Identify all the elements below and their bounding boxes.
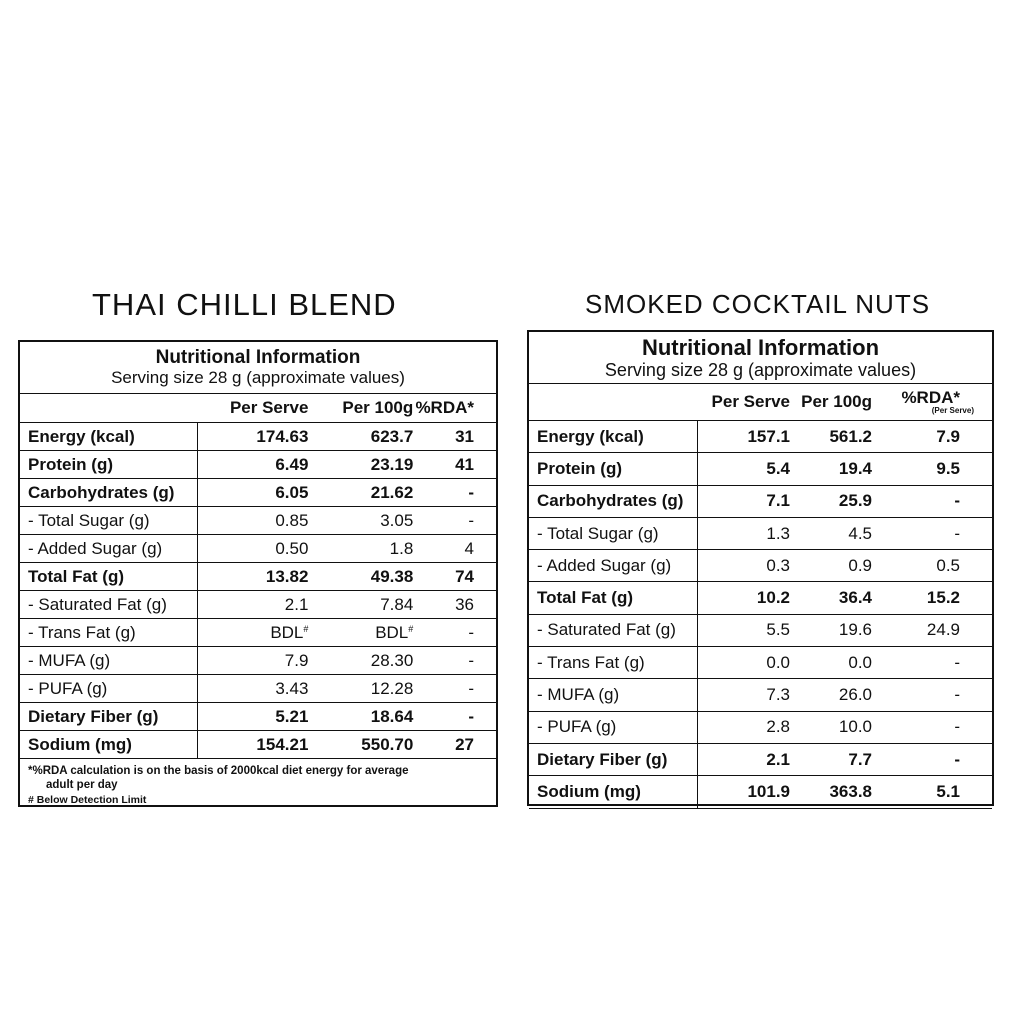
per-serve-value (197, 563, 308, 591)
per-100g-value-text: 12.28 (370, 678, 414, 698)
per-100g-value (308, 451, 413, 479)
rda-value (876, 550, 992, 582)
rda-value-text: - (468, 650, 474, 670)
panel-heading: Nutritional Information (155, 347, 361, 368)
table-row (529, 485, 992, 517)
column-header-rda: %RDA* (413, 394, 496, 423)
table-row (20, 423, 496, 451)
per-100g-value-text: 21.62 (370, 482, 414, 502)
rda-value-text: - (468, 622, 474, 642)
nutrient-label-text: Total Fat (g) (537, 588, 633, 608)
nutrient-label-text: Energy (kcal) (537, 426, 644, 446)
per-serve-value (697, 453, 794, 485)
rda-value (876, 453, 992, 485)
per-serve-value-text: 10.2 (756, 588, 790, 608)
rda-value (413, 451, 496, 479)
column-header-per-serve: Per Serve (697, 384, 794, 421)
column-header-per-100g: Per 100g (794, 384, 876, 421)
nutrient-label (20, 591, 197, 619)
nutrient-label (529, 647, 697, 679)
per-serve-value (197, 675, 308, 703)
rda-value (413, 479, 496, 507)
nutrient-label (20, 535, 197, 563)
rda-value-text: 27 (455, 734, 474, 754)
nutrient-label-text: - Added Sugar (g) (537, 555, 672, 575)
per-100g-value-text: 36.4 (838, 588, 872, 608)
rda-value (876, 647, 992, 679)
nutrient-label (20, 647, 197, 675)
footnote-rda-continued: adult per day (46, 779, 118, 791)
per-100g-value-text: 18.64 (370, 706, 414, 726)
rda-value (876, 421, 992, 453)
table-row (20, 535, 496, 563)
nutrient-label-text: - PUFA (g) (537, 717, 617, 737)
table-row (529, 614, 992, 646)
serving-size: Serving size 28 g (approximate values) (111, 368, 405, 387)
nutrient-label-text: Total Fat (g) (28, 566, 124, 586)
per-100g-value (794, 421, 876, 453)
per-serve-value (197, 479, 308, 507)
nutrient-label (20, 731, 197, 759)
rda-value-text: 74 (455, 566, 474, 586)
rda-value-text: 7.9 (936, 426, 960, 446)
nutrient-label-text: Energy (kcal) (28, 426, 135, 446)
nutrient-label (529, 453, 697, 485)
table-body (20, 423, 496, 759)
table-row (20, 675, 496, 703)
nutrition-table (20, 394, 496, 759)
nutrient-label-text: Sodium (mg) (537, 781, 641, 801)
rda-value (876, 743, 992, 775)
per-100g-value-text: 4.5 (848, 523, 872, 543)
nutrient-label-text: Carbohydrates (g) (28, 482, 175, 502)
rda-value (413, 507, 496, 535)
per-100g-value (794, 647, 876, 679)
rda-label: %RDA* (901, 387, 960, 407)
nutrient-label (529, 517, 697, 549)
per-100g-value-text: 10.0 (838, 717, 872, 737)
per-serve-value (197, 507, 308, 535)
nutrient-label-text: Sodium (mg) (28, 734, 132, 754)
per-serve-value (697, 743, 794, 775)
per-serve-value-text: 0.3 (766, 555, 790, 575)
table-row (20, 563, 496, 591)
per-serve-value-text: 1.3 (766, 523, 790, 543)
per-serve-value-text: 7.3 (766, 685, 790, 705)
rda-value (413, 535, 496, 563)
rda-value (413, 619, 496, 647)
table-row (529, 647, 992, 679)
column-header-nutrient (529, 384, 697, 421)
rda-value-text: 36 (455, 594, 474, 614)
per-serve-value (697, 550, 794, 582)
bdl-mark: # (303, 623, 309, 634)
per-serve-value (197, 619, 308, 647)
table-row (20, 647, 496, 675)
per-serve-value (697, 679, 794, 711)
per-100g-value (308, 535, 413, 563)
rda-value (876, 485, 992, 517)
per-100g-value (794, 453, 876, 485)
rda-per-serve-note: (Per Serve) (931, 405, 974, 415)
table-row (20, 507, 496, 535)
rda-value-text: - (954, 749, 960, 769)
nutrient-label (529, 614, 697, 646)
nutrient-label-text: - Saturated Fat (g) (537, 620, 676, 640)
nutrient-label (20, 423, 197, 451)
nutrient-label-text: Protein (g) (537, 458, 622, 478)
rda-value-text: - (468, 706, 474, 726)
nutrient-label-text: - Saturated Fat (g) (28, 594, 167, 614)
table-row (529, 421, 992, 453)
rda-value (413, 703, 496, 731)
per-100g-value-text: 19.6 (838, 620, 872, 640)
table-row (529, 776, 992, 808)
rda-value-text: - (954, 717, 960, 737)
per-100g-value-text: 49.38 (370, 566, 414, 586)
nutrition-panel-smoked-cocktail-nuts (527, 330, 994, 806)
nutrient-label (20, 619, 197, 647)
table-row (20, 451, 496, 479)
table-row (529, 517, 992, 549)
table-row (20, 619, 496, 647)
table-header-row (529, 384, 992, 421)
bdl-mark: # (408, 623, 414, 634)
per-100g-value (794, 485, 876, 517)
nutrient-label (20, 507, 197, 535)
footnotes (20, 759, 496, 807)
per-100g-value (308, 591, 413, 619)
nutrient-label-text: - Trans Fat (g) (28, 622, 136, 642)
per-serve-value (197, 423, 308, 451)
rda-value (413, 675, 496, 703)
rda-value-text: 31 (455, 426, 474, 446)
nutrient-label (20, 563, 197, 591)
rda-value-text: - (468, 482, 474, 502)
nutrient-label (529, 679, 697, 711)
table-body (529, 421, 992, 809)
per-100g-value-text: 28.30 (370, 650, 414, 670)
per-100g-value-text: 7.7 (848, 749, 872, 769)
table-row (529, 582, 992, 614)
nutrient-label-text: - MUFA (g) (28, 650, 111, 670)
per-100g-value-text: 0.0 (848, 652, 872, 672)
nutrition-panel-thai-chilli-blend (18, 340, 498, 807)
per-serve-value (697, 485, 794, 517)
per-serve-value (697, 517, 794, 549)
per-100g-value-text: 623.7 (370, 426, 414, 446)
per-100g-value (308, 619, 413, 647)
per-100g-value-text: 363.8 (829, 781, 872, 801)
column-header-per-100g: Per 100g (308, 394, 413, 423)
per-serve-value (697, 614, 794, 646)
per-serve-value-text: 157.1 (747, 426, 790, 446)
per-100g-value (794, 517, 876, 549)
per-serve-value-text: 6.49 (275, 454, 309, 474)
rda-value (876, 582, 992, 614)
per-100g-value-text: 561.2 (829, 426, 872, 446)
per-serve-value (697, 711, 794, 743)
rda-value-text: - (954, 652, 960, 672)
nutrient-label-text: Protein (g) (28, 454, 113, 474)
table-row (529, 711, 992, 743)
per-100g-value (308, 731, 413, 759)
nutrient-label-text: - PUFA (g) (28, 678, 108, 698)
rda-value-text: - (468, 678, 474, 698)
table-row (529, 743, 992, 775)
table-row (529, 679, 992, 711)
per-serve-value (697, 421, 794, 453)
per-100g-value-text: 550.70 (361, 734, 414, 754)
rda-value-text: - (954, 491, 960, 511)
rda-value-text: 24.9 (926, 620, 960, 640)
per-serve-value-text: 0.85 (275, 510, 309, 530)
table-row (20, 479, 496, 507)
per-serve-value-text: 13.82 (265, 566, 309, 586)
per-100g-value-text: 25.9 (838, 491, 872, 511)
per-100g-value (794, 614, 876, 646)
per-serve-value-text: 5.21 (275, 706, 309, 726)
nutrient-label-text: - Added Sugar (g) (28, 538, 163, 558)
table-row (20, 703, 496, 731)
nutrient-label (20, 451, 197, 479)
per-serve-value-text: 2.1 (284, 594, 309, 614)
nutrient-label (20, 479, 197, 507)
rda-value-text: 5.1 (936, 781, 960, 801)
rda-value (876, 679, 992, 711)
per-100g-value-text: 26.0 (838, 685, 872, 705)
per-100g-value (794, 679, 876, 711)
panel-heading: Nutritional Information (641, 335, 880, 360)
nutrient-label-text: Dietary Fiber (g) (28, 706, 159, 726)
product-title-thai-chilli-blend: THAI CHILLI BLEND (92, 287, 397, 322)
nutrient-label (529, 776, 697, 808)
nutrient-label (529, 485, 697, 517)
per-serve-value-text: 6.05 (275, 482, 309, 502)
per-serve-value-text: 3.43 (275, 678, 309, 698)
panel-header (20, 342, 496, 394)
per-100g-value (308, 675, 413, 703)
per-100g-value-text: 23.19 (370, 454, 414, 474)
per-serve-value (197, 591, 308, 619)
per-serve-value-text: 7.9 (284, 650, 309, 670)
table-row (529, 453, 992, 485)
rda-value (876, 711, 992, 743)
per-100g-value-text: 1.8 (389, 538, 414, 558)
nutrient-label-text: - Total Sugar (g) (28, 510, 150, 530)
per-serve-value-text: BDL (270, 622, 304, 642)
per-serve-value-text: 0.0 (766, 652, 790, 672)
rda-value (413, 647, 496, 675)
rda-value (413, 423, 496, 451)
per-serve-value-text: 2.1 (766, 749, 790, 769)
per-serve-value-text: 174.63 (256, 426, 309, 446)
table-row (20, 591, 496, 619)
rda-value (413, 731, 496, 759)
table-row (529, 550, 992, 582)
table-row (20, 731, 496, 759)
per-100g-value (308, 479, 413, 507)
nutrient-label (20, 703, 197, 731)
per-100g-value-text: 7.84 (380, 594, 414, 614)
product-title-smoked-cocktail-nuts: SMOKED COCKTAIL NUTS (585, 289, 931, 319)
per-serve-value (697, 582, 794, 614)
rda-value-text: 9.5 (936, 458, 960, 478)
per-serve-value-text: 0.50 (275, 538, 309, 558)
per-100g-value (794, 582, 876, 614)
per-serve-value-text: 2.8 (766, 717, 790, 737)
rda-value-text: 15.2 (926, 588, 960, 608)
nutrient-label-text: - Total Sugar (g) (537, 523, 659, 543)
per-serve-value-text: 154.21 (256, 734, 309, 754)
per-serve-value (197, 535, 308, 563)
per-serve-value (197, 647, 308, 675)
rda-value (413, 563, 496, 591)
per-serve-value-text: 101.9 (747, 781, 790, 801)
per-100g-value (308, 507, 413, 535)
per-100g-value (308, 647, 413, 675)
per-serve-value-text: 5.4 (766, 458, 790, 478)
per-100g-value (794, 550, 876, 582)
footnote-rda: *%RDA calculation is on the basis of 2000kcal diet energy for average (28, 765, 409, 777)
per-serve-value (697, 776, 794, 808)
per-100g-value (794, 743, 876, 775)
per-100g-value (794, 776, 876, 808)
rda-value-text: 0.5 (936, 555, 960, 575)
per-100g-value-text: 19.4 (838, 458, 872, 478)
per-serve-value (197, 451, 308, 479)
nutrient-label (529, 711, 697, 743)
per-serve-value (197, 731, 308, 759)
column-header-nutrient (20, 394, 197, 423)
per-serve-value (197, 703, 308, 731)
per-serve-value (697, 647, 794, 679)
per-100g-value (308, 703, 413, 731)
rda-value-text: - (954, 685, 960, 705)
nutrient-label (20, 675, 197, 703)
rda-value-text: 41 (455, 454, 474, 474)
nutrient-label (529, 421, 697, 453)
per-100g-value-text: 3.05 (380, 510, 414, 530)
rda-value (413, 591, 496, 619)
per-100g-value (308, 423, 413, 451)
nutrient-label (529, 582, 697, 614)
nutrient-label (529, 743, 697, 775)
rda-value (876, 517, 992, 549)
per-100g-value-text: 0.9 (848, 555, 872, 575)
serving-size: Serving size 28 g (approximate values) (604, 360, 917, 380)
nutrient-label-text: Dietary Fiber (g) (537, 749, 668, 769)
per-serve-value-text: 7.1 (766, 491, 790, 511)
nutrient-label-text: - Trans Fat (g) (537, 652, 645, 672)
per-100g-value (794, 711, 876, 743)
per-100g-value-text: BDL (375, 622, 409, 642)
column-header-per-serve: Per Serve (197, 394, 308, 423)
per-100g-value (308, 563, 413, 591)
nutrient-label-text: Carbohydrates (g) (537, 491, 684, 511)
rda-value-text: 4 (464, 538, 474, 558)
panel-header (529, 332, 992, 384)
nutrition-table (529, 384, 992, 809)
footnote-bdl: # Below Detection Limit (28, 794, 147, 806)
per-serve-value-text: 5.5 (766, 620, 790, 640)
table-header-row (20, 394, 496, 423)
column-header-rda (876, 384, 992, 421)
rda-value-text: - (468, 510, 474, 530)
rda-value (876, 776, 992, 808)
rda-value-text: - (954, 523, 960, 543)
nutrient-label (529, 550, 697, 582)
nutrient-label-text: - MUFA (g) (537, 685, 620, 705)
rda-value (876, 614, 992, 646)
